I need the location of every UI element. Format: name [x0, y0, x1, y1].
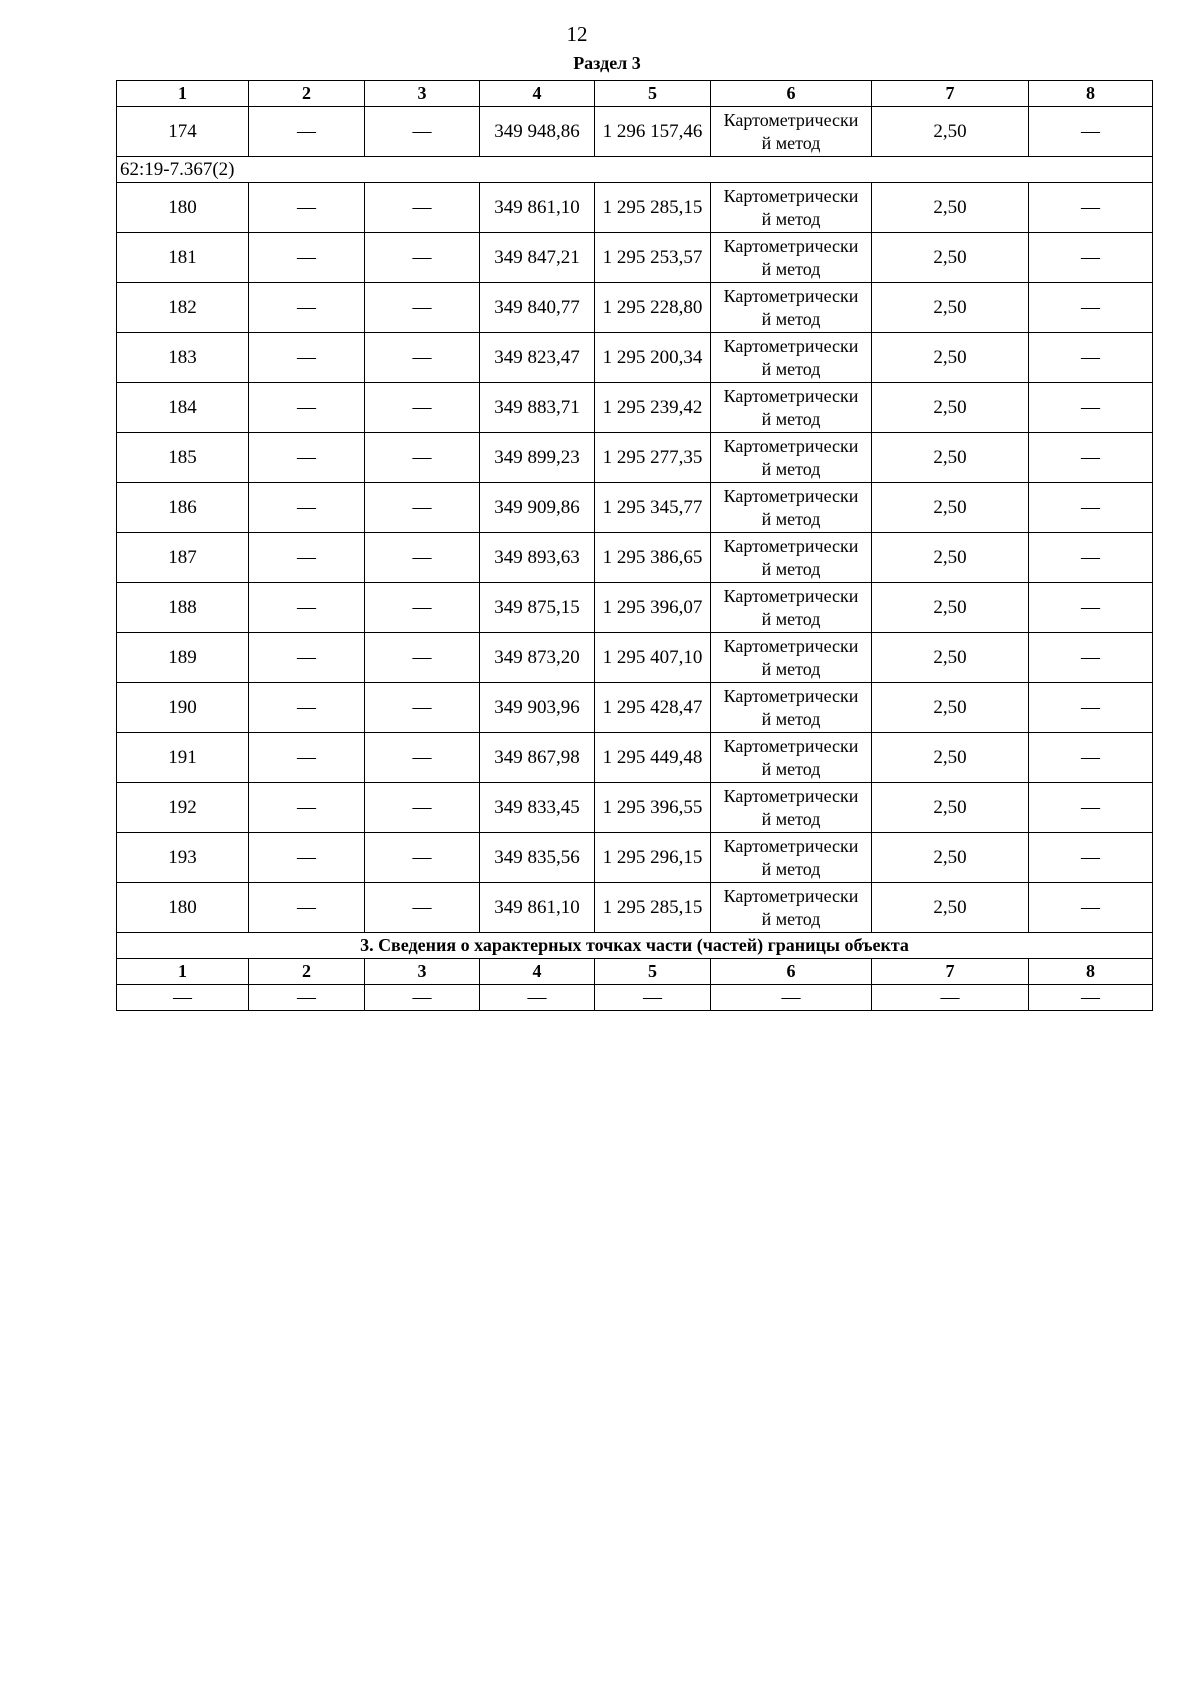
- point-number: 192: [117, 783, 249, 833]
- empty-cell: —: [365, 107, 480, 157]
- empty-cell: —: [365, 333, 480, 383]
- section3-header-row: [117, 959, 1153, 985]
- empty-cell: —: [1029, 633, 1153, 683]
- coordinate-y: 1 295 277,35: [595, 433, 711, 483]
- point-number: 180: [117, 883, 249, 933]
- empty-cell: —: [1029, 583, 1153, 633]
- method-line-2: й метод: [761, 208, 821, 229]
- table-row: [117, 383, 1153, 433]
- accuracy: 2,50: [872, 233, 1029, 283]
- table-row: [117, 583, 1153, 633]
- method-line-2: й метод: [761, 132, 821, 153]
- empty-cell: —: [249, 183, 365, 233]
- column-header: 2: [249, 959, 365, 985]
- column-header: 8: [1029, 959, 1153, 985]
- method-cell: [711, 107, 872, 157]
- accuracy: 2,50: [872, 383, 1029, 433]
- point-number: 183: [117, 333, 249, 383]
- table-row: [117, 433, 1153, 483]
- coordinate-x: 349 867,98: [480, 733, 595, 783]
- section3-empty-row: [117, 985, 1153, 1011]
- empty-cell: —: [711, 985, 872, 1011]
- method-cell: [711, 533, 872, 583]
- empty-cell: —: [365, 833, 480, 883]
- empty-cell: —: [249, 985, 365, 1011]
- method-line-2: й метод: [761, 758, 821, 779]
- method-line-2: й метод: [761, 508, 821, 529]
- coordinate-y: 1 296 157,46: [595, 107, 711, 157]
- method-line-1: Картометрически: [723, 685, 859, 706]
- coordinate-y: 1 295 386,65: [595, 533, 711, 583]
- method-cell: [711, 733, 872, 783]
- empty-cell: —: [1029, 233, 1153, 283]
- empty-cell: —: [1029, 733, 1153, 783]
- method-cell: [711, 233, 872, 283]
- column-header: 5: [595, 959, 711, 985]
- coordinate-x: 349 883,71: [480, 383, 595, 433]
- point-number: 193: [117, 833, 249, 883]
- column-header: 6: [711, 81, 872, 107]
- method-cell: [711, 333, 872, 383]
- method-cell: [711, 583, 872, 633]
- page-number: 12: [566, 22, 588, 46]
- empty-cell: —: [365, 233, 480, 283]
- point-number: 174: [117, 107, 249, 157]
- method-line-2: й метод: [761, 358, 821, 379]
- empty-cell: —: [480, 985, 595, 1011]
- point-number: 180: [117, 183, 249, 233]
- empty-cell: —: [249, 533, 365, 583]
- coordinate-y: 1 295 228,80: [595, 283, 711, 333]
- method-line-2: й метод: [761, 458, 821, 479]
- point-number: 186: [117, 483, 249, 533]
- empty-cell: —: [1029, 783, 1153, 833]
- table-row: [117, 233, 1153, 283]
- column-header: 8: [1029, 81, 1153, 107]
- coordinate-y: 1 295 253,57: [595, 233, 711, 283]
- method-line-2: й метод: [761, 258, 821, 279]
- accuracy: 2,50: [872, 583, 1029, 633]
- empty-cell: —: [365, 733, 480, 783]
- table-row: [117, 683, 1153, 733]
- table-row: [117, 283, 1153, 333]
- method-line-2: й метод: [761, 858, 821, 879]
- method-cell: [711, 833, 872, 883]
- empty-cell: —: [249, 383, 365, 433]
- empty-cell: —: [365, 883, 480, 933]
- table-row: [117, 733, 1153, 783]
- method-cell: [711, 683, 872, 733]
- empty-cell: —: [365, 183, 480, 233]
- method-line-2: й метод: [761, 608, 821, 629]
- column-header: 7: [872, 959, 1029, 985]
- accuracy: 2,50: [872, 883, 1029, 933]
- method-line-1: Картометрически: [723, 185, 859, 206]
- method-cell: [711, 783, 872, 833]
- point-number: 184: [117, 383, 249, 433]
- table-row: [117, 333, 1153, 383]
- method-line-1: Картометрически: [723, 785, 859, 806]
- empty-cell: —: [249, 833, 365, 883]
- empty-cell: —: [249, 333, 365, 383]
- table-row: [117, 783, 1153, 833]
- method-line-1: Картометрически: [723, 535, 859, 556]
- accuracy: 2,50: [872, 483, 1029, 533]
- column-header: 1: [117, 959, 249, 985]
- table-header-row: [117, 81, 1153, 107]
- accuracy: 2,50: [872, 833, 1029, 883]
- empty-cell: —: [1029, 883, 1153, 933]
- column-header: 3: [365, 81, 480, 107]
- coordinate-x: 349 909,86: [480, 483, 595, 533]
- empty-cell: —: [365, 583, 480, 633]
- method-line-2: й метод: [761, 708, 821, 729]
- coordinate-y: 1 295 285,15: [595, 883, 711, 933]
- accuracy: 2,50: [872, 183, 1029, 233]
- column-header: 7: [872, 81, 1029, 107]
- empty-cell: —: [249, 433, 365, 483]
- method-line-1: Картометрически: [723, 435, 859, 456]
- coordinate-y: 1 295 200,34: [595, 333, 711, 383]
- table-row: [117, 883, 1153, 933]
- coordinate-y: 1 295 449,48: [595, 733, 711, 783]
- coordinate-x: 349 873,20: [480, 633, 595, 683]
- accuracy: 2,50: [872, 283, 1029, 333]
- empty-cell: —: [1029, 985, 1153, 1011]
- empty-cell: —: [1029, 383, 1153, 433]
- empty-cell: —: [249, 283, 365, 333]
- coordinate-x: 349 861,10: [480, 183, 595, 233]
- table-row: [117, 483, 1153, 533]
- empty-cell: —: [1029, 283, 1153, 333]
- empty-cell: —: [1029, 533, 1153, 583]
- group-label: 62:19-7.367(2): [117, 157, 1153, 183]
- method-line-2: й метод: [761, 308, 821, 329]
- empty-cell: —: [365, 783, 480, 833]
- method-line-1: Картометрически: [723, 109, 859, 130]
- coordinates-table: [116, 80, 1153, 1011]
- accuracy: 2,50: [872, 683, 1029, 733]
- accuracy: 2,50: [872, 783, 1029, 833]
- accuracy: 2,50: [872, 433, 1029, 483]
- method-line-2: й метод: [761, 658, 821, 679]
- section3-title: 3. Сведения о характерных точках части (частей) границы объекта: [117, 933, 1153, 959]
- method-line-2: й метод: [761, 908, 821, 929]
- empty-cell: —: [1029, 107, 1153, 157]
- point-number: 190: [117, 683, 249, 733]
- method-line-2: й метод: [761, 408, 821, 429]
- table-row: [117, 633, 1153, 683]
- coordinate-x: 349 835,56: [480, 833, 595, 883]
- method-cell: [711, 183, 872, 233]
- coordinate-x: 349 861,10: [480, 883, 595, 933]
- empty-cell: —: [365, 683, 480, 733]
- empty-cell: —: [249, 633, 365, 683]
- empty-cell: —: [249, 233, 365, 283]
- method-cell: [711, 633, 872, 683]
- method-cell: [711, 433, 872, 483]
- coordinate-x: 349 875,15: [480, 583, 595, 633]
- empty-cell: —: [365, 483, 480, 533]
- empty-cell: —: [1029, 683, 1153, 733]
- empty-cell: —: [249, 783, 365, 833]
- coordinate-y: 1 295 396,07: [595, 583, 711, 633]
- method-line-1: Картометрически: [723, 635, 859, 656]
- empty-cell: —: [249, 583, 365, 633]
- coordinate-y: 1 295 345,77: [595, 483, 711, 533]
- table-row: [117, 533, 1153, 583]
- method-cell: [711, 283, 872, 333]
- coordinate-x: 349 833,45: [480, 783, 595, 833]
- method-line-1: Картометрически: [723, 335, 859, 356]
- empty-cell: —: [1029, 483, 1153, 533]
- table-row: [117, 107, 1153, 157]
- point-number: 187: [117, 533, 249, 583]
- method-line-1: Картометрически: [723, 735, 859, 756]
- empty-cell: —: [872, 985, 1029, 1011]
- table-row: [117, 833, 1153, 883]
- empty-cell: —: [595, 985, 711, 1011]
- method-line-1: Картометрически: [723, 485, 859, 506]
- empty-cell: —: [117, 985, 249, 1011]
- method-line-1: Картометрически: [723, 235, 859, 256]
- accuracy: 2,50: [872, 733, 1029, 783]
- empty-cell: —: [249, 483, 365, 533]
- coordinate-x: 349 840,77: [480, 283, 595, 333]
- empty-cell: —: [249, 733, 365, 783]
- point-number: 182: [117, 283, 249, 333]
- coordinate-y: 1 295 285,15: [595, 183, 711, 233]
- coordinate-x: 349 899,23: [480, 433, 595, 483]
- empty-cell: —: [1029, 333, 1153, 383]
- coordinate-y: 1 295 407,10: [595, 633, 711, 683]
- coordinate-y: 1 295 239,42: [595, 383, 711, 433]
- accuracy: 2,50: [872, 107, 1029, 157]
- method-line-1: Картометрически: [723, 885, 859, 906]
- table-row: [117, 183, 1153, 233]
- coordinate-x: 349 823,47: [480, 333, 595, 383]
- column-header: 4: [480, 959, 595, 985]
- coordinate-x: 349 893,63: [480, 533, 595, 583]
- method-line-1: Картометрически: [723, 285, 859, 306]
- method-cell: [711, 483, 872, 533]
- empty-cell: —: [365, 533, 480, 583]
- coordinate-y: 1 295 296,15: [595, 833, 711, 883]
- method-line-1: Картометрически: [723, 385, 859, 406]
- point-number: 185: [117, 433, 249, 483]
- point-number: 189: [117, 633, 249, 683]
- empty-cell: —: [249, 683, 365, 733]
- column-header: 3: [365, 959, 480, 985]
- method-line-1: Картометрически: [723, 835, 859, 856]
- section-title: Раздел 3: [573, 53, 641, 73]
- empty-cell: —: [1029, 833, 1153, 883]
- empty-cell: —: [365, 433, 480, 483]
- empty-cell: —: [1029, 433, 1153, 483]
- column-header: 1: [117, 81, 249, 107]
- method-cell: [711, 883, 872, 933]
- accuracy: 2,50: [872, 333, 1029, 383]
- coordinate-x: 349 948,86: [480, 107, 595, 157]
- accuracy: 2,50: [872, 533, 1029, 583]
- empty-cell: —: [365, 283, 480, 333]
- coordinate-y: 1 295 396,55: [595, 783, 711, 833]
- column-header: 5: [595, 81, 711, 107]
- column-header: 6: [711, 959, 872, 985]
- empty-cell: —: [365, 383, 480, 433]
- method-cell: [711, 383, 872, 433]
- method-line-2: й метод: [761, 558, 821, 579]
- group-label-row: [117, 157, 1153, 183]
- coordinate-y: 1 295 428,47: [595, 683, 711, 733]
- coordinate-x: 349 847,21: [480, 233, 595, 283]
- accuracy: 2,50: [872, 633, 1029, 683]
- point-number: 188: [117, 583, 249, 633]
- coordinate-x: 349 903,96: [480, 683, 595, 733]
- empty-cell: —: [249, 107, 365, 157]
- point-number: 191: [117, 733, 249, 783]
- empty-cell: —: [365, 633, 480, 683]
- empty-cell: —: [249, 883, 365, 933]
- column-header: 2: [249, 81, 365, 107]
- empty-cell: —: [1029, 183, 1153, 233]
- method-line-1: Картометрически: [723, 585, 859, 606]
- empty-cell: —: [365, 985, 480, 1011]
- point-number: 181: [117, 233, 249, 283]
- method-line-2: й метод: [761, 808, 821, 829]
- column-header: 4: [480, 81, 595, 107]
- section3-title-row: [117, 933, 1153, 959]
